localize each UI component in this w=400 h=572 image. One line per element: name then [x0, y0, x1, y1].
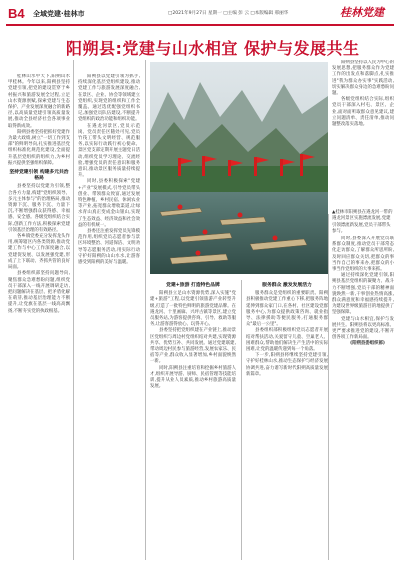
column-divider	[73, 60, 74, 560]
article-headline: 阳朔县:党建与山水相宜 保护与发展共生	[66, 39, 360, 58]
article-author: (阳朔县委组织部)	[350, 341, 385, 347]
column-divider	[145, 60, 146, 560]
article-column-3-top: 阳朔县坚持以人民为中心的发展思想,把服务群众作为党建工作的出发点和落脚点,扎实推进"我为群众办实事"实践活动,切实解决群众身边的急难愁盼问题。 各级党组织结合实际,组织党员干部深入村屯、景区、企业,面对面听取群众意见建议,建立问题清单、责任清单,推动问题整改落实落地。	[332, 60, 394, 128]
section-title: 全域党建·桂林市	[33, 10, 85, 18]
article-column-2: 阳朔县以党建引领为抓手,持续深化基层党组织建设,推动党建工作与旅游发展深度融合,在景区、企业、协会等领域建立党组织,实现党的组织和工作全覆盖。通过选优配强党组织书记,加强党员队伍建设,不断提升党组织的政治功能和组织功能。 在遇龙河景区,党员示范岗、党员责任区随处可见,党员竹筏工带头文明经营、规范服务,以实际行动践行初心使命。景区党支部定期开展主题党日活动,组织党员学习理论、交流经验,增强党员的责任意识和服务意识,推动景区服务质量持续提升。 同时,县委积极探索"党建+产业"发展模式,引导党员带头创业、带领群众致富,通过发展特色种植、乡村民宿、休闲农业等产业,拓宽群众增收渠道,让绿水青山真正变成金山银山,实现了生态效益、经济效益和社会效益的有机统一。 县委还注重发挥党员先锋模范作用,组织党员志愿者参与景区环境整治、河道保洁、文明劝导等志愿服务活动,用实际行动守护好阳朔的山山水水,让游客感受到阳朔的美好与温暖。	[78, 74, 140, 266]
article-column-1: 桂林山水甲天下,阳朔山水甲桂林。今年以来,阳朔县坚持党建引领,把党的建设贯穿于乡村振兴和旅游发展全过程,立足山水资源禀赋,探索党建与生态保护、产业发展深度融合的新路径,以高质量党建引领高质量发展,推动全县经济社会各项事业取得新成效。 阳朔县委坚持把抓好党建作为最大政绩,树立"一切工作到支部"的鲜明导向,扎实推进基层党组织标准化规范化建设,全面提升基层党组织的组织力,为乡村振兴提供坚强组织保障。 坚持党建引领 构建多元共治格局 县委坚持以党建为引领,整合各方力量,构建"党组织领导、多元主体参与"的治理格局,推动资源下沉、服务下沉、力量下沉,不断增强群众获得感、幸福感、安全感。各级党组织结合实际,创新工作方法,积极探索党建引领基层治理的有效路径。 各乡镇党委充分发挥龙头作用,统筹辖区内各类资源,推动党建工作与中心工作深度融合,以党建促发展、以发展强党建,形成了上下联动、齐抓共管的良好局面。 县委组织部坚持问题导向,聚焦群众急难愁盼问题,组织党员干部深入一线开展调研走访,把问题解决在基层、把矛盾化解在萌芽,推动基层治理能力不断提升,让党旗在基层一线高高飘扬,不断夯实党的执政根基。	[8, 74, 70, 314]
page-number: B4	[8, 6, 25, 21]
subhead-1: 坚持党建引领 构建多元共治格局	[9, 170, 69, 182]
header-rule	[6, 24, 394, 26]
column-divider	[241, 280, 242, 560]
column-divider	[328, 214, 329, 560]
subhead-3: 服务群众 激发发展活力	[262, 283, 312, 288]
photo-caption: ▲桂林市阳朔县在遇龙河一带的遇龙河景区实施漂流发展,党建引领漂流新发展,党员干部带头参与。	[332, 210, 393, 235]
article-photo	[150, 62, 328, 274]
article-column-5: 同时,县委深入开展党员联系群众制度,推动党员干部常态化走访群众,了解群众所思所盼,及时回应群众关切,把群众的事当作自己的事来办,把群众的小事当作党组织的大事来抓。 通过持续深化党建引领,阳朔县基层党组织的凝聚力、战斗力不断增强,党员干部的精神面貌焕然一新,干事创业热情高涨,群众满意度和幸福感持续提升,为建设世界级旅游目的地提供了坚强保障。 党建与山水相宜,保护与发展共生。阳朔县将以更高标准、更严要求推进党的建设,不断开创各项工作新局面。 (阳朔县委组织部)	[332, 236, 394, 347]
subhead-2: 党建+旅游 打造特色品牌	[166, 283, 220, 288]
article-column-4: 服务群众 激发发展活力 服务群众是党组织的重要职责。阳朔县积极推动党建工作重心下移,把服务阵地延伸到群众家门口,在各村、社区建设党群服务中心,为群众提供政策咨询、就业指导、法律援助等便民服务,打通服务群众"最后一公里"。 县委组织部积极组织党员志愿者开展结对帮扶活动,关爱留守儿童、空巢老人、困难群众,帮助他们解决生产生活中的实际困难,让党的温暖传递到每一个角落。 下一步,阳朔县将继续坚持党建引领,守护好桂林山水,推动生态保护与经济发展协调共进,奋力谱写新时代阳朔高质量发展新篇章。	[246, 283, 328, 377]
masthead-logo: 桂林党建	[340, 6, 384, 19]
issue-info: □2021年9月27日 星期一 □主编 彭 云 □本版编辑 邢丽华	[168, 11, 289, 16]
page-header	[0, 0, 400, 26]
article-column-3: 党建+旅游 打造特色品牌 阳朔县立足山水资源优势,深入实施"党建+旅游"工程,以党建引领旅游产业转型升级,打造了一批特色鲜明的旅游党建品牌。在遇龙河、十里画廊、兴坪古镇等景区,建立党员服务站,为游客提供咨询、引导、救助等服务,让游客游得放心、玩得开心。 县委坚持把党组织建在产业链上,推动景区党组织与周边村党组织结对共建,实现资源共享、优势互补、共同发展。通过党建联建,带动周边村民参与旅游经营,发展农家乐、民宿等产业,群众收入显著增加,乡村面貌焕然一新。 同时,阳朔县注重培育和挖掘乡村旅游人才,组织开展导游、厨师、民宿管理等技能培训,提升从业人员素质,推动乡村旅游高质量发展。	[150, 283, 236, 390]
